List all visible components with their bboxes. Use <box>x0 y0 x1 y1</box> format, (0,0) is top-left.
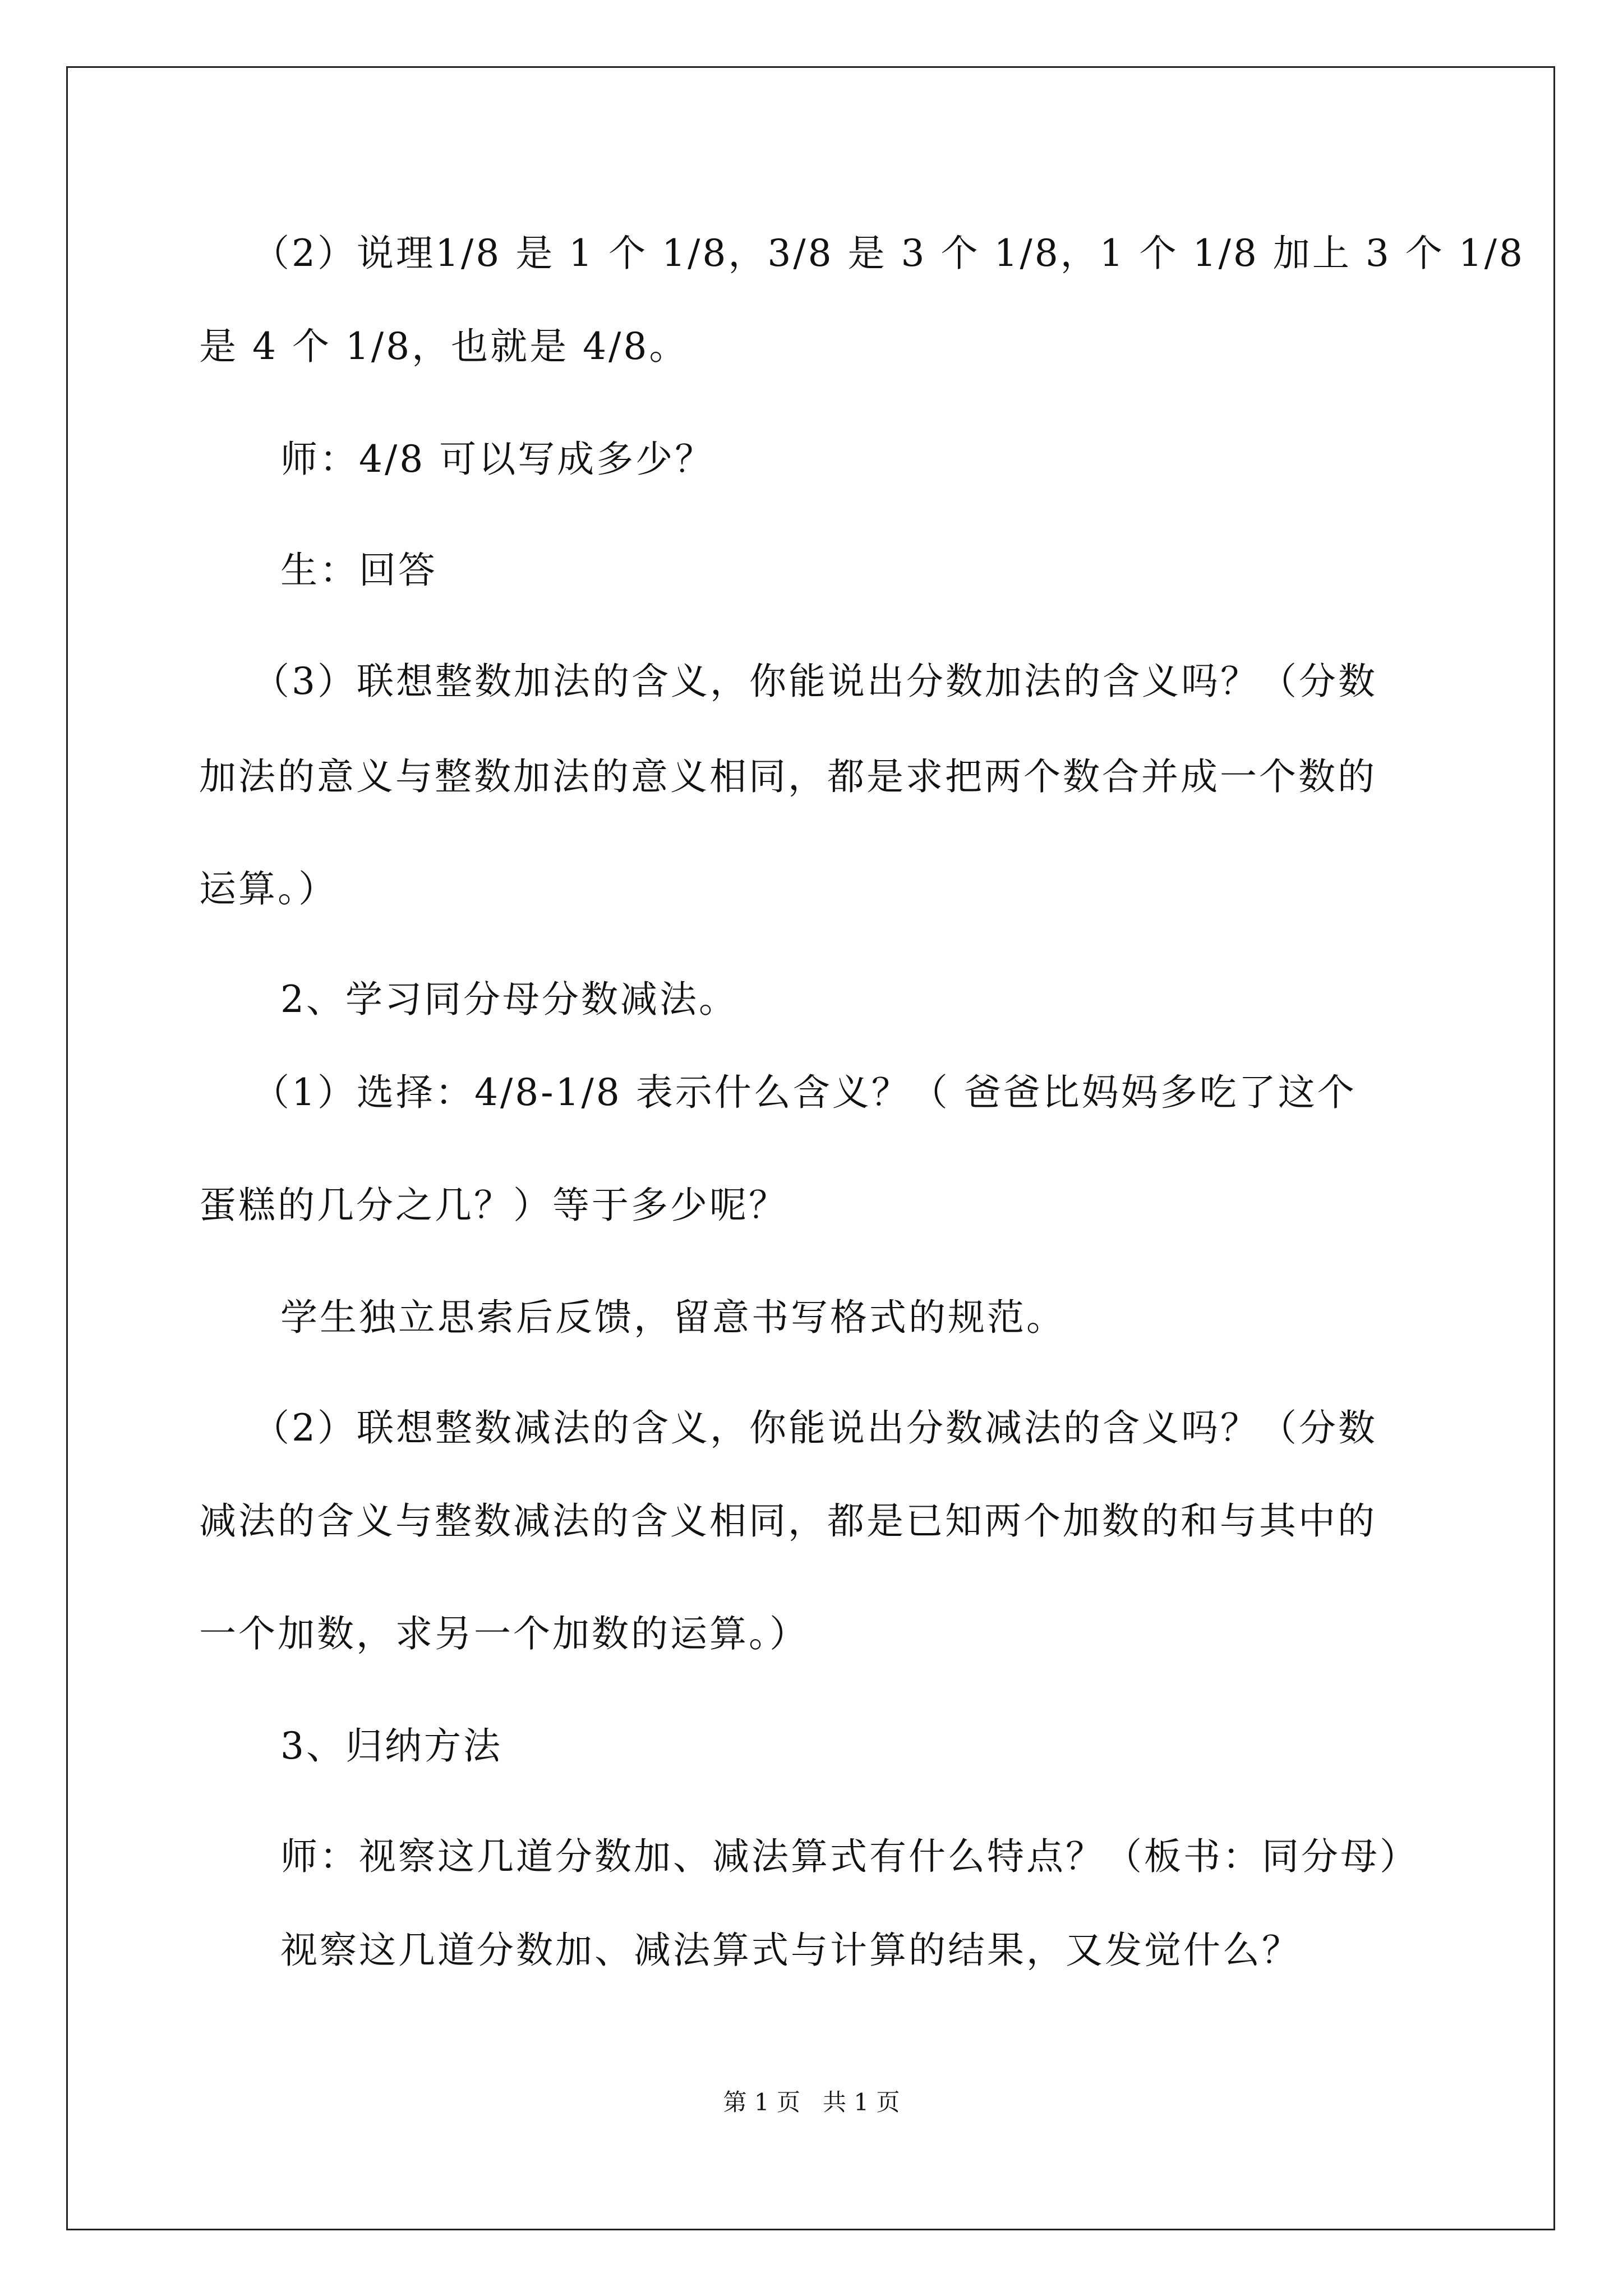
paragraph-4-line-1: （3）联想整数加法的含义，你能说出分数加法的含义吗？（分数 <box>252 660 1377 703</box>
paragraph-11-line-1: 视察这几道分数加、减法算式与计算的结果，又发觉什么？ <box>280 1929 1301 1972</box>
paragraph-6-line-2: 蛋糕的几分之几？）等于多少呢？ <box>199 1184 788 1227</box>
paragraph-4-line-3: 运算。） <box>199 867 338 910</box>
paragraph-1-line-1: （2）说理1/8 是 1 个 1/8，3/8 是 3 个 1/8，1 个 1/8 加上 3 个 1/8 <box>252 232 1525 275</box>
paragraph-5-line-1: 2、学习同分母分数减法。 <box>280 978 738 1021</box>
paragraph-9-line-1: 3、归纳方法 <box>280 1724 502 1768</box>
page-border <box>66 66 1555 2230</box>
page-footer: 第 1 页 共 1 页 <box>723 2088 900 2116</box>
paragraph-8-line-3: 一个加数，求另一个加数的运算。） <box>199 1612 809 1655</box>
paragraph-7-line-1: 学生独立思索后反馈，留意书写格式的规范。 <box>280 1296 1066 1339</box>
paragraph-8-line-1: （2）联想整数减法的含义，你能说出分数减法的含义吗？（分数 <box>252 1406 1377 1450</box>
paragraph-3-line-1: 生：回答 <box>280 549 437 592</box>
paragraph-8-line-2: 减法的含义与整数减法的含义相同，都是已知两个加数的和与其中的 <box>199 1499 1377 1543</box>
paragraph-1-line-2: 是 4 个 1/8，也就是 4/8。 <box>199 325 689 368</box>
paragraph-2-line-1: 师：4/8 可以写成多少？ <box>280 438 714 481</box>
paragraph-10-line-1: 师：视察这几道分数加、减法算式有什么特点？（板书：同分母） <box>280 1835 1419 1878</box>
paragraph-4-line-2: 加法的意义与整数加法的意义相同，都是求把两个数合并成一个数的 <box>199 755 1377 798</box>
paragraph-6-line-1: （1）选择：4/8-1/8 表示什么含义？（ 爸爸比妈妈多吃了这个 <box>252 1071 1357 1114</box>
